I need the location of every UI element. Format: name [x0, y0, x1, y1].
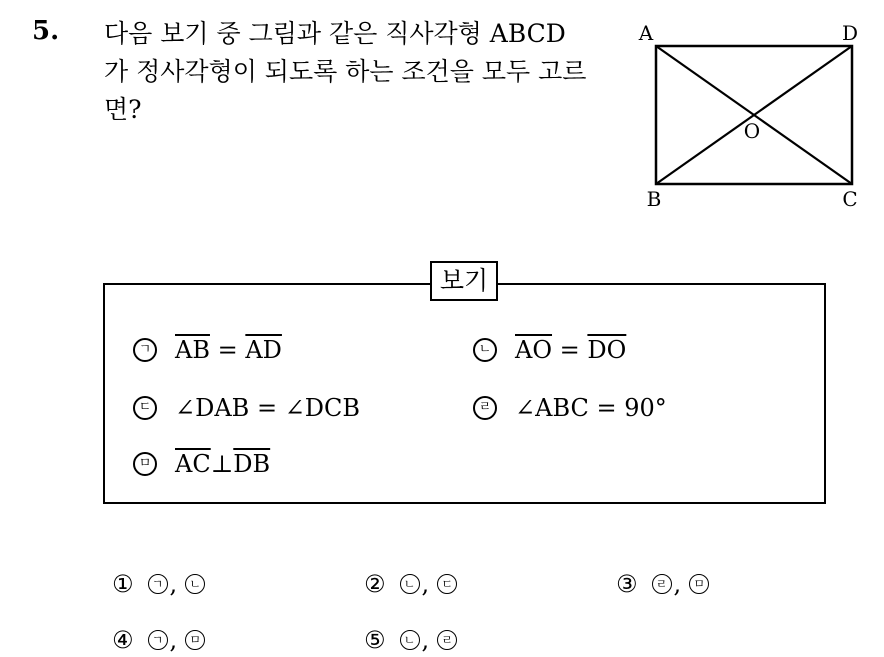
segment-ao: $\overline{AO}$ [515, 336, 553, 364]
condition-4 [473, 394, 667, 422]
marker-icon: ㄷ [437, 574, 457, 594]
choice-number: ② [364, 570, 386, 598]
angle-equation: ∠ABC = 90° [515, 394, 667, 422]
condition-5 [133, 450, 270, 478]
marker-icon: ㄹ [473, 396, 497, 420]
perpendicular-sign: ⊥ [210, 450, 234, 478]
condition-2 [473, 336, 626, 364]
marker-icon: ㄷ [133, 396, 157, 420]
choice-2[interactable]: ② ㄴ , ㄷ [364, 570, 457, 598]
marker-icon: ㄴ [185, 574, 205, 594]
label-d: D [841, 21, 859, 45]
segment-db: $\overline{DB}$ [233, 450, 271, 478]
condition-3 [133, 394, 360, 422]
equals-sign: = [552, 336, 588, 364]
label-o: O [743, 119, 761, 143]
segment-ab: $\overline{AB}$ [175, 336, 210, 364]
segment-ad: $\overline{AD}$ [245, 336, 282, 364]
question-line-2: 가 정사각형이 되도록 하는 조건을 모두 고르 [104, 57, 587, 86]
label-c: C [842, 187, 858, 211]
condition-1 [133, 336, 282, 364]
segment-do: $\overline{DO}$ [587, 336, 627, 364]
equals-sign: = [209, 336, 246, 364]
question-number: 5. [32, 16, 60, 46]
question-line-3: 면? [104, 95, 142, 124]
marker-icon: ㄹ [437, 630, 457, 650]
segment-ac: $\overline{AC}$ [175, 450, 211, 478]
choice-5[interactable]: ⑤ ㄴ , ㄹ [364, 626, 457, 654]
marker-icon: ㄱ [133, 338, 157, 362]
question-line-1: 다음 보기 중 그림과 같은 직사각형 ABCD [104, 19, 566, 48]
choice-number: ③ [616, 570, 638, 598]
choice-number: ⑤ [364, 626, 386, 654]
marker-icon: ㅁ [689, 574, 709, 594]
label-a: A [638, 21, 654, 45]
rectangle-figure [630, 18, 870, 218]
choice-number: ① [112, 570, 134, 598]
marker-icon: ㄹ [652, 574, 672, 594]
marker-icon: ㅁ [133, 452, 157, 476]
angle-equation: ∠DAB = ∠DCB [175, 394, 361, 422]
marker-icon: ㄴ [400, 574, 420, 594]
choice-number: ④ [112, 626, 134, 654]
marker-icon: ㄴ [473, 338, 497, 362]
marker-icon: ㄱ [148, 574, 168, 594]
choice-3[interactable]: ③ ㄹ , ㅁ [616, 570, 709, 598]
label-b: B [646, 187, 662, 211]
choice-4[interactable]: ④ ㄱ , ㅁ [112, 626, 205, 654]
marker-icon: ㄱ [148, 630, 168, 650]
marker-icon: ㄴ [400, 630, 420, 650]
choice-1[interactable]: ① ㄱ , ㄴ [112, 570, 205, 598]
marker-icon: ㅁ [185, 630, 205, 650]
bogi-title: 보기 [430, 261, 498, 301]
